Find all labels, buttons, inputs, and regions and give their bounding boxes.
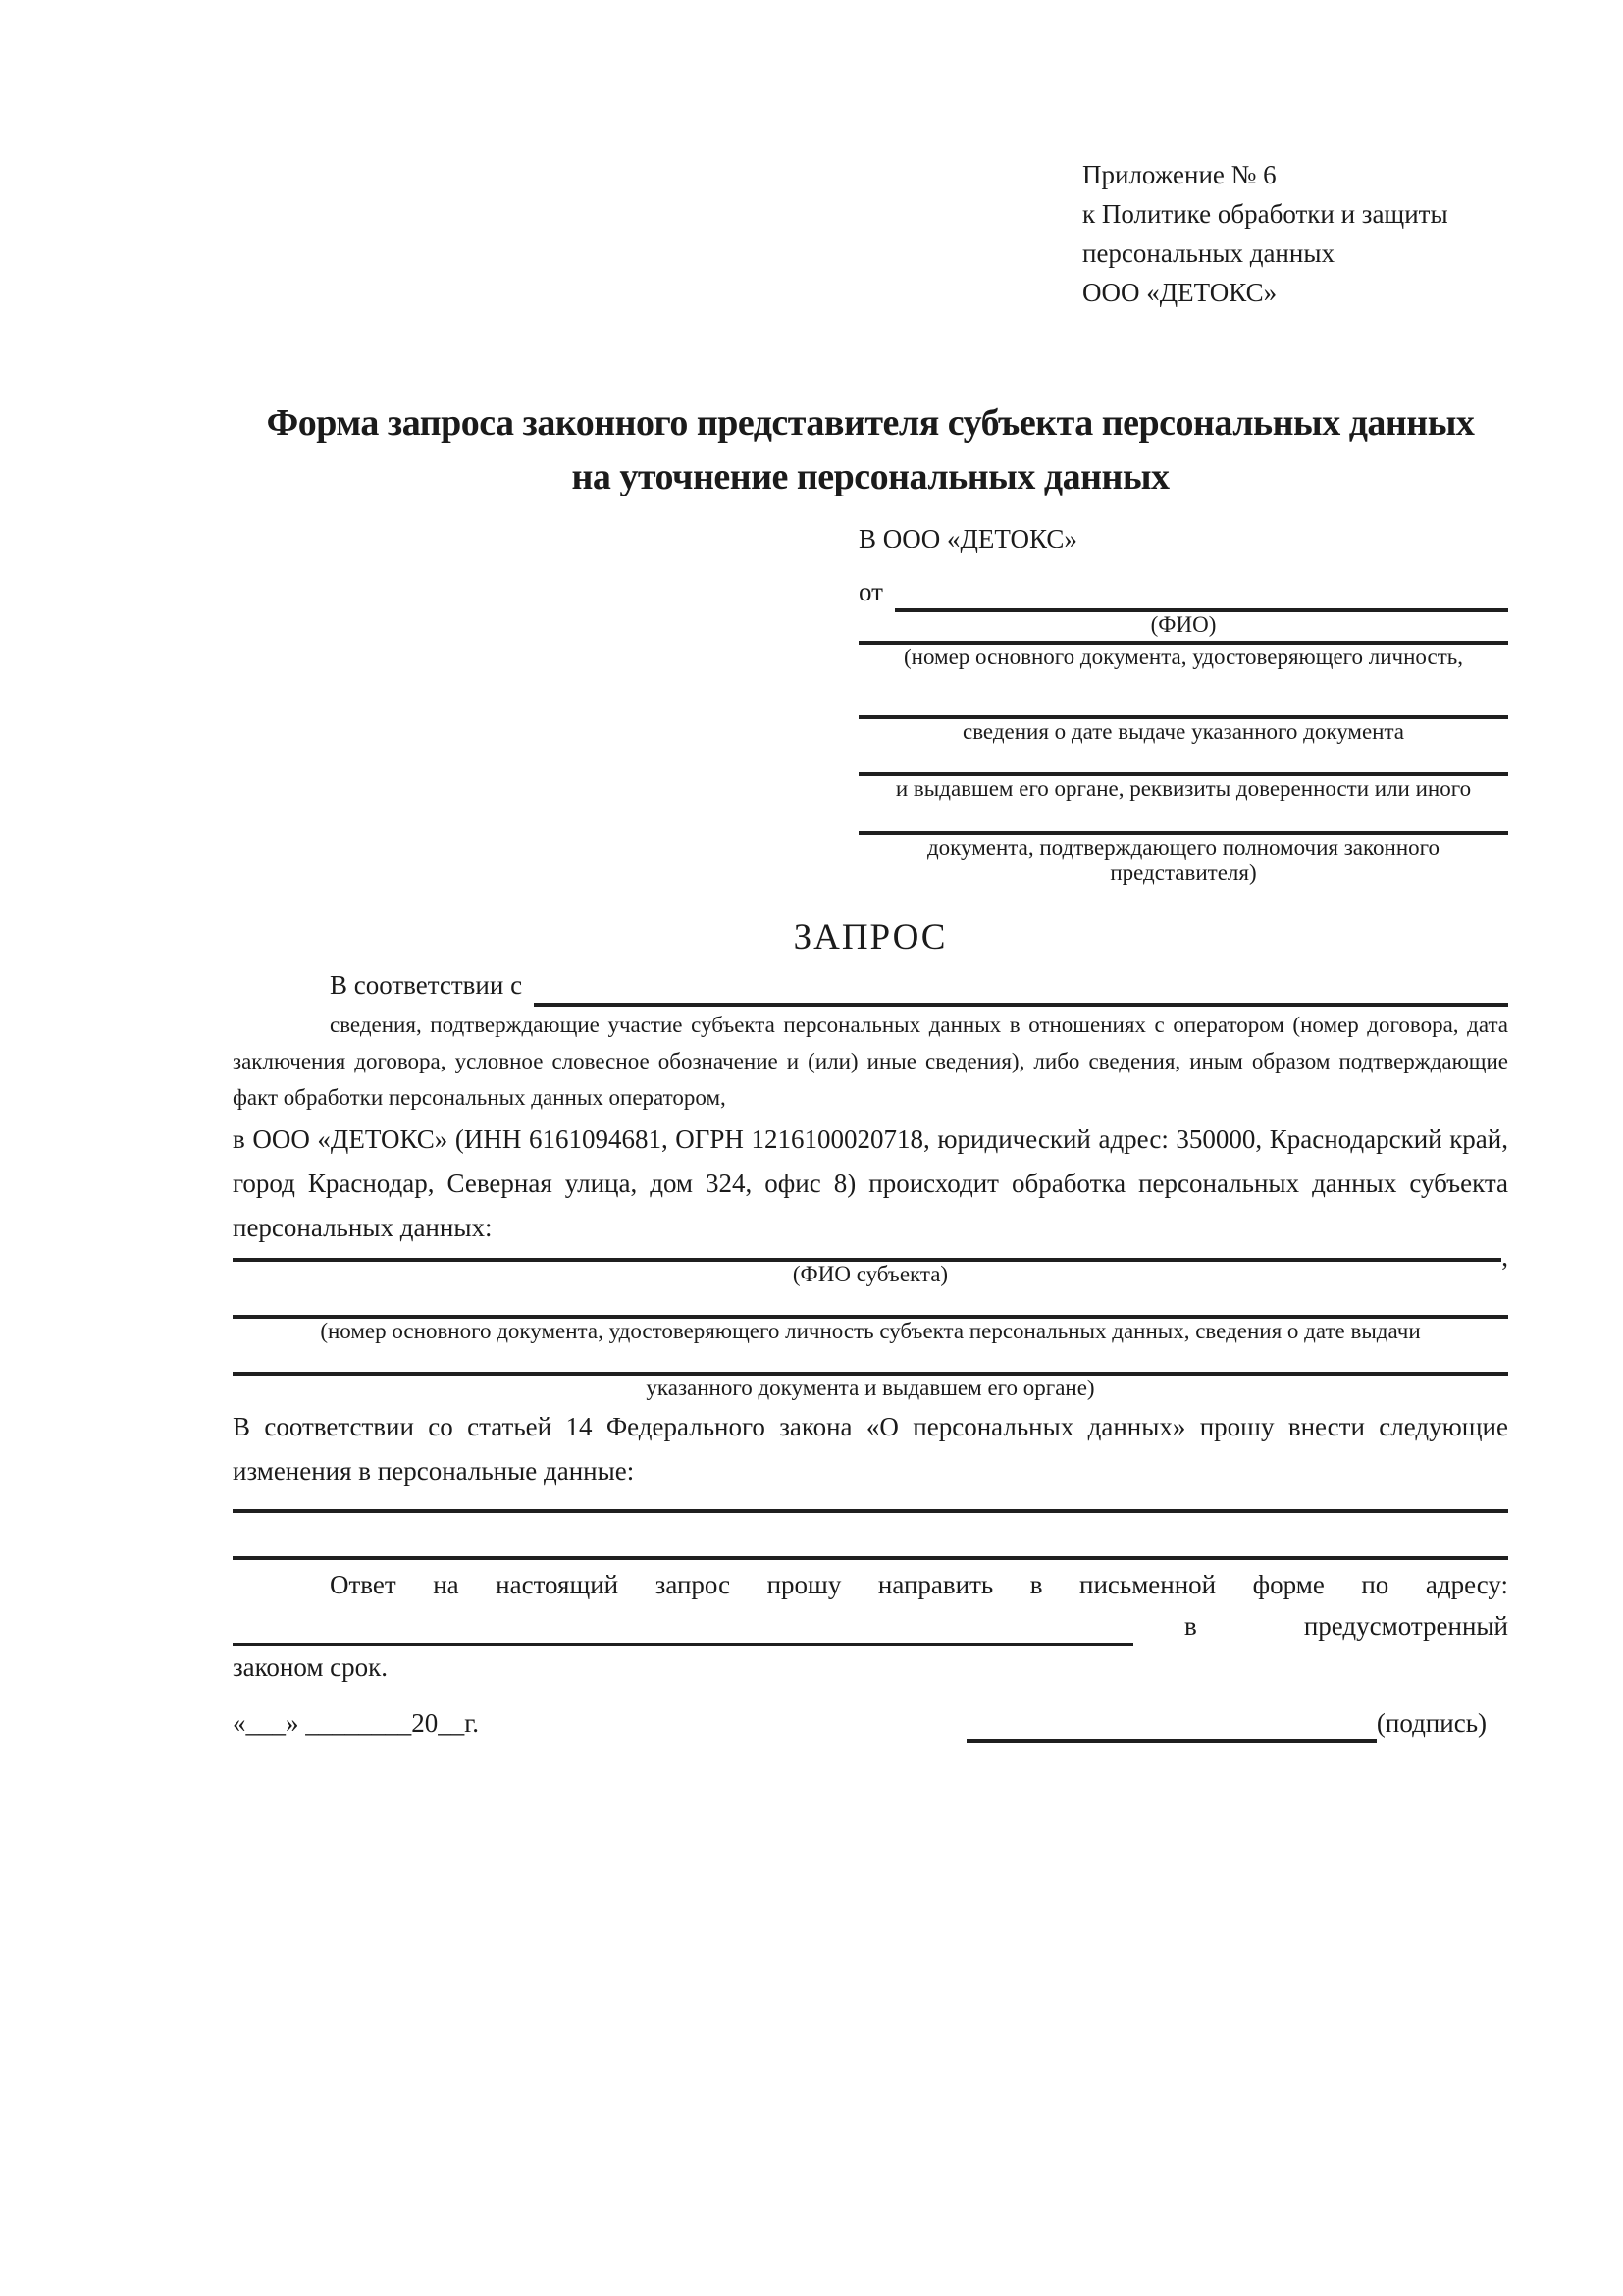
reply-word-predusmotrenny: предусмотренный <box>1303 1611 1508 1641</box>
reply-word-v: в <box>1184 1611 1197 1641</box>
request-heading: ЗАПРОС <box>793 917 948 958</box>
form-title <box>233 396 1508 504</box>
changes-line-1 <box>233 1493 1508 1513</box>
subject-doc-caption-2: указанного документа и выдавшем его органе) <box>646 1376 1095 1400</box>
addressee-field-line-2 <box>859 670 1508 719</box>
form-title-line-1: Форма запроса законного представителя субъекта персональных данных <box>266 402 1475 444</box>
signature-line <box>967 1707 1377 1743</box>
subject-fio-line <box>233 1246 1501 1262</box>
subject-doc-caption-1: (номер основного документа, удостоверяющего личность субъекта персональных данных, сведения о дате выдачи <box>320 1319 1421 1343</box>
appendix-line-2: к Политике обработки и защиты <box>1082 199 1448 229</box>
reply-paragraph-line-1: Ответ на настоящий запрос прошу направить в письменной форме по адресу: <box>330 1570 1508 1599</box>
addressee-field-line-4 <box>859 802 1508 835</box>
from-fill-line <box>895 571 1508 612</box>
addressee-block <box>859 518 1508 886</box>
opener-footnote: сведения, подтверждающие участие субъекта персональных данных в отношениях с оператором (номер договора, дата заключения договора, условное словесное обозначение и (или) иные сведения), либо сведения, иным образом подтверждающие факт обработки персональных данных оператором, <box>233 1013 1508 1110</box>
subject-comma: , <box>1501 1242 1508 1272</box>
signature-caption: (подпись) <box>1376 1708 1487 1738</box>
opener-row <box>233 964 1508 1007</box>
reply-address-line <box>233 1609 1133 1646</box>
addressee-field-caption-3: и выдавшем его органе, реквизиты доверенности или иного <box>895 776 1472 801</box>
reply-paragraph-line-3: законом срок. <box>233 1652 389 1682</box>
footer-row <box>233 1703 1508 1743</box>
fio-caption: (ФИО) <box>1150 612 1217 637</box>
addressee-field-caption-1: (номер основного документа, удостоверяющего личность, <box>903 645 1463 669</box>
subject-fio-caption: (ФИО субъекта) <box>792 1262 949 1286</box>
addressee-organization: В ООО «ДЕТОКС» <box>859 524 1077 553</box>
law-paragraph: В соответствии со статьей 14 Федерального закона «О персональных данных» прошу внести следующие изменения в персональные данные: <box>233 1412 1508 1486</box>
subject-fio-row <box>233 1242 1508 1272</box>
operator-paragraph: в ООО «ДЕТОКС» (ИНН 6161094681, ОГРН 1216100020718, юридический адрес: 350000, Краснодарский край, город Краснодар, Северная улица, дом 324, офис 8) происходит обработка персональных данных субъекта персональных данных: <box>233 1124 1508 1242</box>
appendix-line-3: персональных данных <box>1082 238 1335 268</box>
signature-block <box>967 1703 1487 1743</box>
changes-line-2 <box>233 1513 1508 1560</box>
addressee-field-line-3 <box>859 745 1508 776</box>
subject-doc-line-1 <box>233 1287 1508 1319</box>
opener-fill-line <box>534 964 1508 1007</box>
from-row <box>859 571 1508 612</box>
from-label: от <box>859 577 883 606</box>
reply-address-row <box>233 1605 1508 1646</box>
opener-label: В соответствии с <box>330 970 523 1000</box>
appendix-line-1: Приложение № 6 <box>1082 160 1277 189</box>
date-line: «___» ________20__г. <box>233 1708 480 1738</box>
addressee-field-caption-4: документа, подтверждающего полномочия законного представителя) <box>926 835 1440 885</box>
addressee-field-line-1 <box>859 638 1508 645</box>
appendix-block <box>1082 155 1508 312</box>
subject-doc-line-2 <box>233 1344 1508 1376</box>
appendix-line-4: ООО «ДЕТОКС» <box>1082 278 1278 307</box>
addressee-field-caption-2: сведения о дате выдаче указанного документа <box>962 719 1405 744</box>
form-title-line-2: на уточнение персональных данных <box>571 456 1170 497</box>
